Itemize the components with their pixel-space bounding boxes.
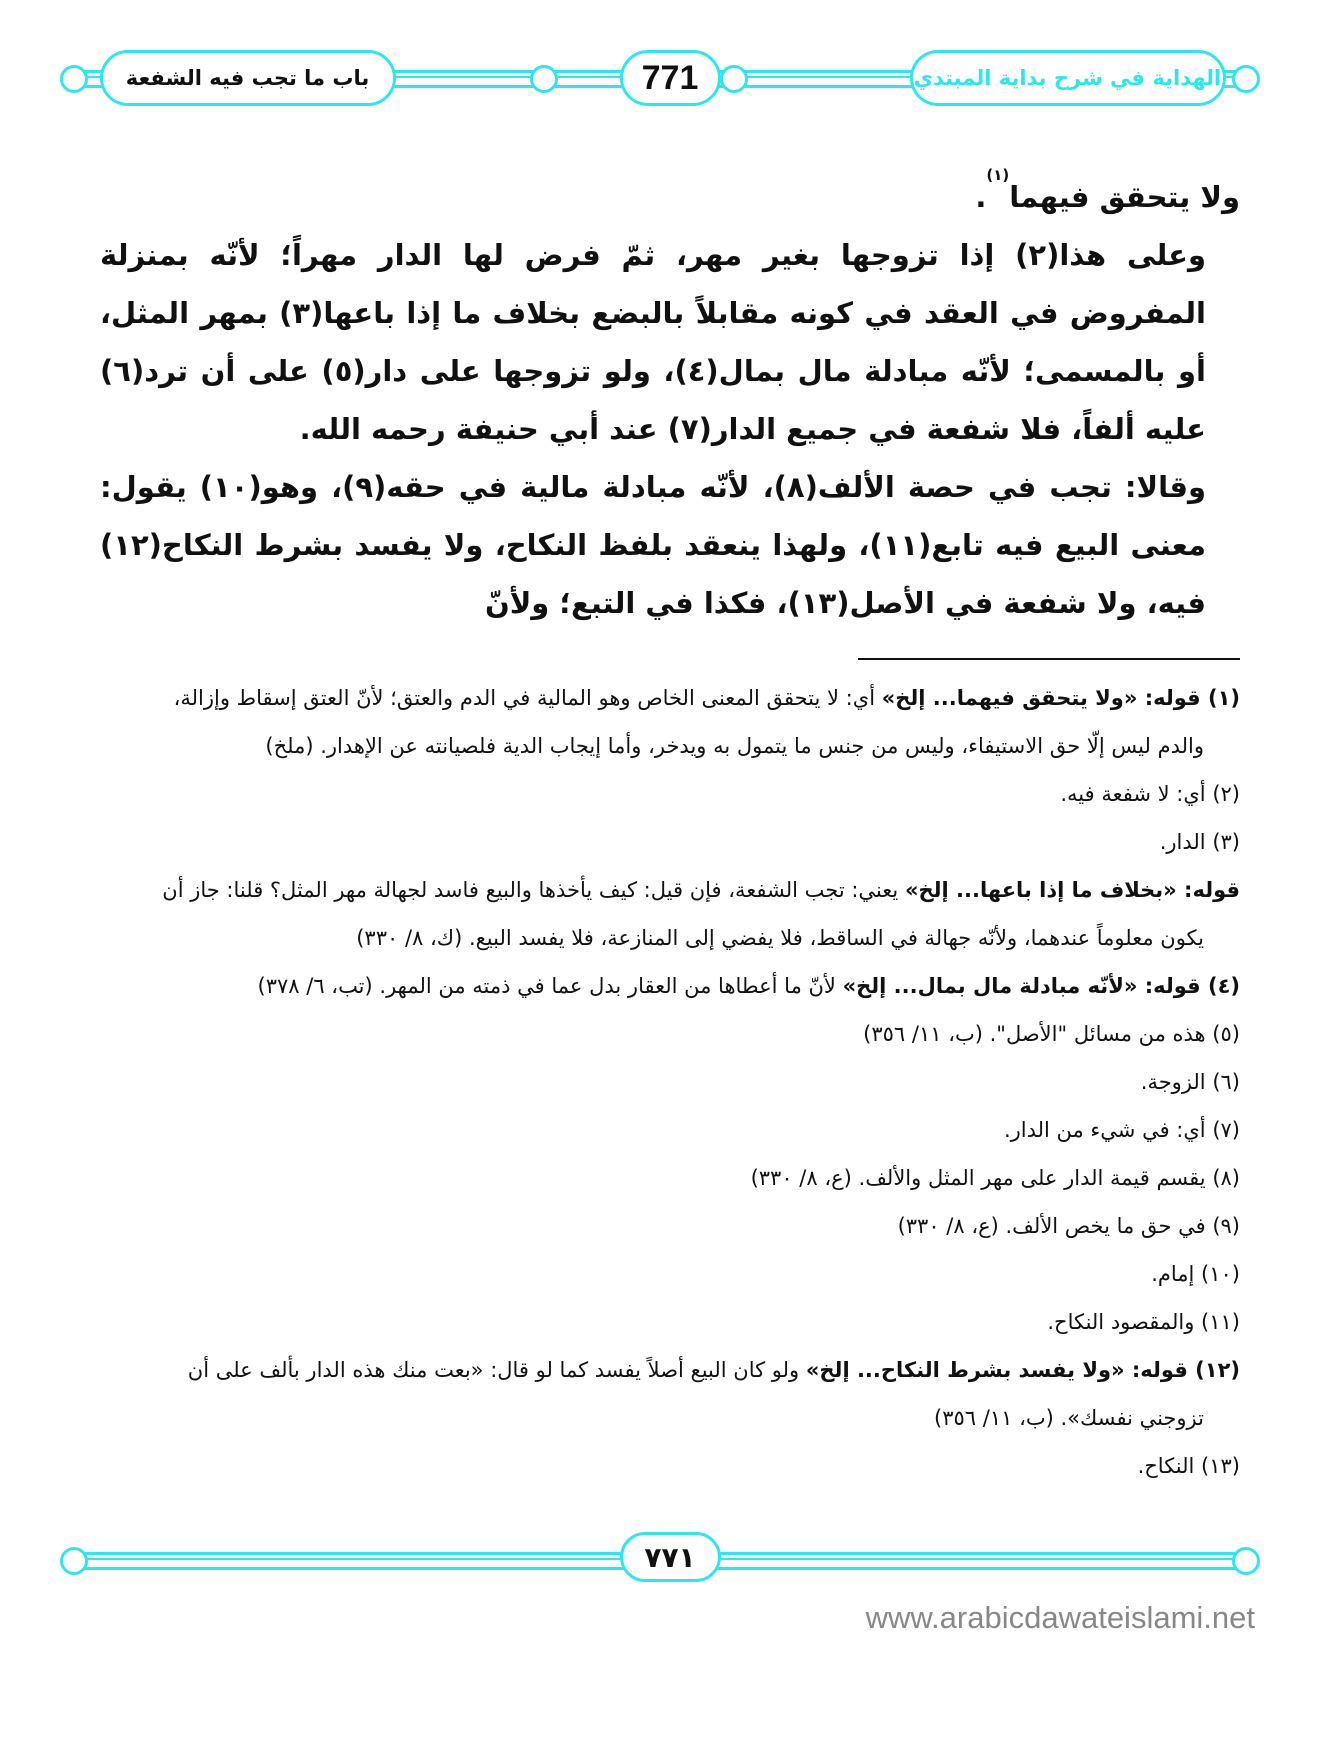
- ornament-icon: [60, 1547, 88, 1575]
- footnote: [100, 1058, 1240, 1106]
- paragraph-tail: .: [975, 180, 987, 214]
- footnote: [100, 674, 1240, 722]
- footnote-label: قوله: «بخلاف ما إذا باعها... إلخ»: [904, 878, 1240, 902]
- footnote-label: (١٢) قوله: «ولا يفسد بشرط النكاح... إلخ»: [805, 1358, 1240, 1382]
- footnote: [100, 1106, 1240, 1154]
- footnote-ref: (١): [986, 166, 1010, 184]
- footnote: [100, 1250, 1240, 1298]
- footnote-label: (٤) قوله: «لأنّه مبادلة مال بمال... إلخ»: [842, 974, 1240, 998]
- paragraph-text: ولا يتحقق فيهما: [1009, 180, 1240, 214]
- ornament-icon: [720, 65, 748, 93]
- website-url: www.arabicdawateislami.net: [865, 1600, 1255, 1635]
- book-title: الهداية في شرح بداية المبتدي: [910, 50, 1226, 106]
- page-header: [60, 48, 1260, 108]
- footnote-text: (١١) والمقصود النكاح.: [1047, 1310, 1240, 1334]
- footnote-text: (٨) يقسم قيمة الدار على مهر المثل والألف. (ع، ٨/ ٣٣٠): [750, 1166, 1240, 1190]
- footnote-text: (٢) أي: لا شفعة فيه.: [1060, 782, 1240, 806]
- footnote: [100, 1298, 1240, 1346]
- ornament-icon: [530, 65, 558, 93]
- footnote: [100, 1202, 1240, 1250]
- footnote-text: (٧) أي: في شيء من الدار.: [1003, 1118, 1240, 1142]
- footnote: [100, 818, 1240, 866]
- footnote-text: أي: لا يتحقق المعنى الخاص وهو المالية في الدم والعتق؛ لأنّ العتق إسقاط وإزالة،: [173, 686, 882, 710]
- page-footer: [60, 1530, 1260, 1590]
- footnote-text: لأنّ ما أعطاها من العقار بدل عما في ذمته من المهر. (تب، ٦/ ٣٧٨): [257, 974, 843, 998]
- footnote: [100, 962, 1240, 1010]
- footnote-text: ولو كان البيع أصلاً يفسد كما لو قال: «بعت منك هذه الدار بألف على أن: [187, 1358, 806, 1382]
- footer-page-number: ٧٧١: [620, 1532, 721, 1582]
- footnote: [100, 1010, 1240, 1058]
- footnote-text: (١٠) إمام.: [1151, 1262, 1240, 1286]
- footnote-continuation: والدم ليس إلّا حق الاستيفاء، وليس من جنس ما يتمول به ويدخر، وأما إيجاب الدية فلصيانته عن الإهدار. (ملخ): [265, 734, 1204, 758]
- paragraph: وقالا: تجب في حصة الألف(٨)، لأنّه مبادلة مالية في حقه(٩)، وهو(١٠) يقول: معنى البيع فيه تابع(١١)، ولهذا ينعقد بلفظ النكاح، ولا يفسد بشرط النكاح(١٢) فيه، ولا شفعة في الأصل(١٣)، فكذا في التبع؛ ولأنّ: [100, 470, 1207, 620]
- footnote: [100, 866, 1240, 914]
- footnote-text: (٣) الدار.: [1159, 830, 1240, 854]
- footnote: [100, 1442, 1240, 1490]
- footnote-continuation: تزوجني نفسك». (ب، ١١/ ٣٥٦): [934, 1406, 1204, 1430]
- footnote-text: (٩) في حق ما يخص الألف. (ع، ٨/ ٣٣٠): [897, 1214, 1240, 1238]
- ornament-icon: [1232, 65, 1260, 93]
- footnote-label: (١) قوله: «ولا يتحقق فيهما... إلخ»: [881, 686, 1240, 710]
- footnote-text: يعني: تجب الشفعة، فإن قيل: كيف يأخذها والبيع فاسد لجهالة مهر المثل؟ قلنا: جاز أن: [162, 878, 905, 902]
- footnote: [100, 1346, 1240, 1394]
- ornament-icon: [1232, 1547, 1260, 1575]
- footnote: [100, 1154, 1240, 1202]
- main-text: [100, 168, 1240, 632]
- paragraph: وعلى هذا(٢) إذا تزوجها بغير مهر، ثمّ فرض لها الدار مهراً؛ لأنّه بمنزلة المفروض في العقد في كونه مقابلاً بالبضع بخلاف ما إذا باعها(٣) بمهر المثل، أو بالمسمى؛ لأنّه مبادلة مال بمال(٤)، ولو تزوجها على دار(٥) على أن ترد(٦) عليه ألفاً، فلا شفعة في جميع الدار(٧) عند أبي حنيفة رحمه الله.: [100, 238, 1206, 446]
- ornament-icon: [60, 65, 88, 93]
- footnote-text: (٥) هذه من مسائل "الأصل". (ب، ١١/ ٣٥٦): [863, 1022, 1240, 1046]
- page-number: 771: [620, 50, 721, 106]
- footnote: [100, 770, 1240, 818]
- footnote-continuation: يكون معلوماً عندهما، ولأنّه جهالة في الساقط، فلا يفضي إلى المنازعة، فلا يفسد البيع. (ك، ٨/ ٣٣٠): [356, 926, 1204, 950]
- footnotes: [100, 674, 1240, 1490]
- chapter-title: باب ما تجب فيه الشفعة: [100, 50, 396, 106]
- footnote-text: (٦) الزوجة.: [1140, 1070, 1240, 1094]
- footnote-text: (١٣) النكاح.: [1137, 1454, 1240, 1478]
- footnote-separator: [858, 658, 1240, 660]
- paragraph: [100, 168, 1240, 226]
